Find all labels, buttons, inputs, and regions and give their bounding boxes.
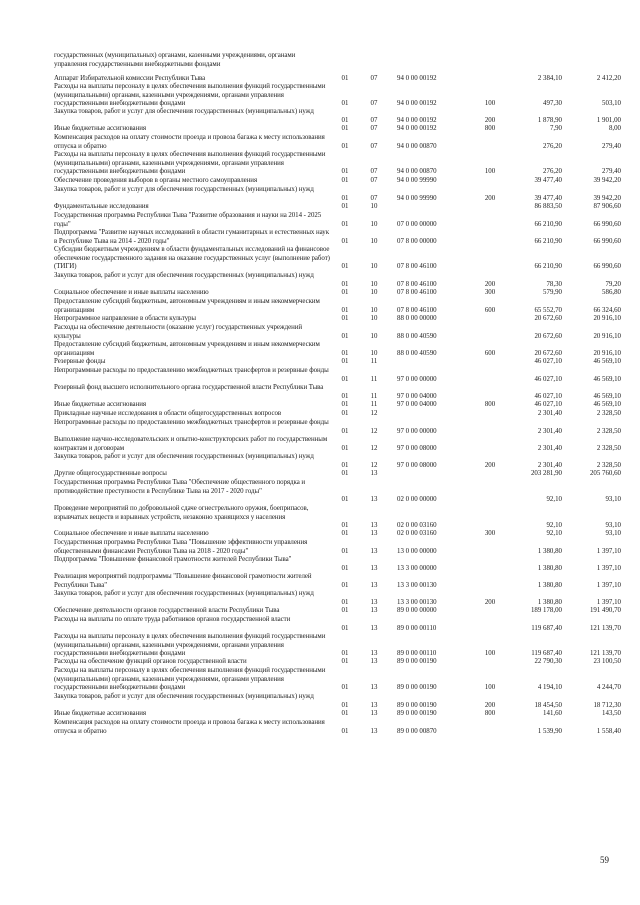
amount-year-1: 46 027,10 — [534, 375, 562, 383]
row-name: Другие общегосударственные вопросы — [54, 470, 167, 477]
section-code: 01 — [341, 194, 349, 202]
amount-year-1: 203 281,90 — [530, 470, 562, 477]
row-name: Расходы на обеспечение деятельности (оказание услуг) государственных учреждений культуры — [54, 324, 303, 340]
section-code: 01 — [341, 358, 349, 365]
amount-year-2: 1 397,10 — [596, 581, 621, 589]
amount-year-1: 46 027,10 — [534, 392, 562, 400]
amount-year-1: 1 380,80 — [537, 564, 562, 572]
target-article-code: 94 0 00 00192 — [397, 75, 437, 82]
amount-year-2: 1 397,10 — [596, 598, 621, 606]
amount-year-1: 1 380,80 — [537, 581, 562, 589]
row-name: Аппарат Избирательной комиссии Республики Тыва — [54, 75, 206, 82]
amount-year-2: 93,10 — [605, 522, 621, 530]
target-article-code: 97 0 00 00000 — [397, 375, 437, 383]
row-name: Субсидии бюджетным учреждениям в области фундаментальных исследований на финансовое обеспечение государственного задания на оказание государственных услуг (выполнение работ) (ТИГИ) — [54, 246, 330, 271]
amount-year-2: 503,10 — [602, 100, 621, 108]
row-name: Закупка товаров, работ и услуг для обеспечения государственных (муниципальных) нужд — [54, 186, 314, 193]
target-article-code: 89 0 00 00190 — [397, 684, 437, 692]
subsection-code: 13 — [370, 727, 378, 735]
amount-year-1: 579,90 — [543, 289, 562, 296]
amount-year-2: 1 397,10 — [596, 564, 621, 572]
amount-year-2: 121 139,70 — [589, 624, 621, 632]
target-article-code: 94 0 00 99990 — [397, 177, 437, 184]
section-code: 01 — [341, 496, 349, 504]
section-code: 01 — [341, 280, 349, 288]
amount-year-1: 66 210,90 — [534, 237, 562, 245]
target-article-code: 97 0 00 00000 — [397, 427, 437, 435]
row-name: Расходы на выплаты персоналу в целях обеспечения выполнения функций государственными (муниципальными) органами, казенными учреждениями, органами управления государственными внебюджетными фондами — [54, 633, 326, 658]
amount-year-2: 46 569,10 — [593, 392, 621, 400]
row-name: Закупка товаров, работ и услуг для обеспечения государственных (муниципальных) нужд — [54, 272, 314, 279]
target-article-code: 13 3 00 00130 — [397, 598, 437, 606]
amount-year-1: 2 301,40 — [537, 427, 562, 435]
target-article-code: 97 0 00 04000 — [397, 401, 437, 408]
row-name: Прикладные научные исследования в области общегосударственных вопросов — [54, 410, 282, 417]
section-code: 01 — [341, 461, 349, 469]
subsection-code: 13 — [370, 547, 378, 555]
section-code: 01 — [341, 607, 349, 614]
amount-year-1: 2 301,40 — [537, 410, 562, 417]
amount-year-2: 2 328,50 — [596, 410, 621, 417]
subsection-code: 10 — [370, 220, 378, 228]
subsection-code: 07 — [370, 194, 378, 202]
amount-year-1: 1 380,80 — [537, 547, 562, 555]
subsection-code: 07 — [370, 177, 378, 184]
subsection-code: 10 — [370, 289, 378, 296]
target-article-code: 94 0 00 00192 — [397, 125, 437, 132]
amount-year-2: 39 942,20 — [593, 194, 621, 202]
expense-type-code: 200 — [484, 194, 496, 202]
section-code: 01 — [341, 220, 349, 228]
section-code: 01 — [341, 650, 349, 658]
section-code: 01 — [341, 237, 349, 245]
section-code: 01 — [341, 332, 349, 340]
section-code: 01 — [341, 116, 349, 124]
subsection-code: 07 — [370, 125, 378, 132]
target-article-code: 94 0 00 99990 — [397, 194, 437, 202]
amount-year-1: 86 883,50 — [534, 203, 562, 210]
section-code: 01 — [341, 427, 349, 435]
amount-year-1: 276,20 — [543, 168, 562, 176]
section-code: 01 — [341, 375, 349, 383]
row-name: Подпрограмма "Повышение финансовой грамотности жителей Республики Тыва" — [54, 556, 292, 563]
amount-year-2: 2 328,50 — [596, 427, 621, 435]
amount-year-1: 66 210,90 — [534, 220, 562, 228]
subsection-code: 07 — [370, 168, 378, 176]
amount-year-2: 66 990,60 — [593, 237, 621, 245]
row-name: Иные бюджетные ассигнования — [54, 125, 146, 132]
amount-year-2: 79,20 — [605, 280, 621, 288]
row-name: Компенсация расходов на оплату стоимости проезда и провоза багажа к месту использования отпуска и обратно — [54, 719, 325, 735]
expense-type-code: 800 — [484, 125, 496, 132]
amount-year-1: 1 380,80 — [537, 598, 562, 606]
subsection-code: 13 — [370, 530, 378, 537]
target-article-code: 89 0 00 00870 — [397, 727, 437, 735]
target-article-code: 07 8 00 46100 — [397, 280, 437, 288]
subsection-code: 11 — [370, 358, 378, 365]
expense-type-code: 200 — [484, 598, 496, 606]
expense-type-code: 100 — [484, 684, 496, 692]
row-name: Социальное обеспечение и иные выплаты населению — [54, 530, 209, 537]
row-name: Компенсация расходов на оплату стоимости проезда и провоза багажа к месту использования отпуска и обратно — [54, 134, 325, 150]
section-code: 01 — [341, 624, 349, 632]
subsection-code: 13 — [370, 607, 378, 614]
target-article-code: 97 0 00 08000 — [397, 461, 437, 469]
subsection-code: 10 — [370, 332, 378, 340]
amount-year-1: 65 552,70 — [534, 306, 562, 314]
section-code: 01 — [341, 349, 349, 357]
row-name: Расходы на выплаты по оплате труда работников органов государственной власти — [54, 616, 291, 623]
section-code: 01 — [341, 142, 349, 150]
expense-type-code: 300 — [484, 530, 496, 537]
amount-year-2: 191 490,70 — [589, 607, 621, 614]
subsection-code: 10 — [370, 306, 378, 314]
section-code: 01 — [341, 203, 349, 210]
subsection-code: 10 — [370, 203, 378, 210]
row-name: Государственная программа Республики Тыва "Развитие образования и науки на 2014 - 2025 годы" — [54, 212, 322, 228]
target-article-code: 13 3 00 00130 — [397, 581, 437, 589]
row-name: Непрограммное направление в области культуры — [54, 315, 197, 322]
subsection-code: 13 — [370, 658, 378, 665]
section-code: 01 — [341, 710, 349, 717]
amount-year-1: 18 454,50 — [534, 701, 562, 709]
subsection-code: 13 — [370, 470, 378, 477]
section-code: 01 — [341, 530, 349, 537]
subsection-code: 13 — [370, 684, 378, 692]
amount-year-1: 4 194,10 — [537, 684, 562, 692]
section-code: 01 — [341, 658, 349, 665]
subsection-code: 10 — [370, 315, 378, 322]
expense-type-code: 200 — [484, 701, 496, 709]
expense-type-code: 100 — [484, 100, 496, 108]
section-code: 01 — [341, 263, 349, 271]
subsection-code: 13 — [370, 564, 378, 572]
amount-year-1: 22 790,30 — [534, 658, 562, 665]
subsection-code: 13 — [370, 522, 378, 530]
section-code: 01 — [341, 410, 349, 417]
target-article-code: 89 0 00 00190 — [397, 710, 437, 717]
amount-year-2: 20 916,10 — [593, 349, 621, 357]
row-name: Резервные фонды — [54, 358, 106, 365]
expense-type-code: 200 — [484, 116, 496, 124]
target-article-code: 88 0 00 40590 — [397, 349, 437, 357]
amount-year-1: 119 687,40 — [531, 624, 562, 632]
expense-type-code: 600 — [484, 349, 496, 357]
row-name: Резервный фонд высшего исполнительного органа государственной власти Республики Тыва — [54, 384, 324, 391]
amount-year-2: 205 760,60 — [589, 470, 621, 477]
amount-year-2: 46 569,10 — [593, 375, 621, 383]
row-name: Закупка товаров, работ и услуг для обеспечения государственных (муниципальных) нужд — [54, 453, 314, 460]
amount-year-2: 1 901,00 — [596, 116, 621, 124]
row-name: Непрограммные расходы по предоставлению межбюджетных трансфертов и резервные фонды — [54, 367, 329, 374]
subsection-code: 13 — [370, 701, 378, 709]
section-code: 01 — [341, 564, 349, 572]
row-name: Предоставление субсидий бюджетным, автономным учреждениям и иным некоммерческим организациям — [54, 341, 320, 357]
subsection-code: 07 — [370, 75, 378, 82]
subsection-code: 12 — [370, 444, 378, 452]
subsection-code: 07 — [370, 116, 378, 124]
section-code: 01 — [341, 581, 349, 589]
target-article-code: 07 8 00 46100 — [397, 306, 437, 314]
amount-year-1: 39 477,40 — [534, 177, 562, 184]
amount-year-2: 279,40 — [602, 168, 621, 176]
row-name: Закупка товаров, работ и услуг для обеспечения государственных (муниципальных) нужд — [54, 590, 314, 597]
row-name: Расходы на обеспечение функций органов государственной власти — [54, 658, 247, 665]
amount-year-2: 46 569,10 — [593, 358, 621, 365]
row-name: Предоставление субсидий бюджетным, автономным учреждениям и иным некоммерческим организациям — [54, 298, 320, 314]
amount-year-1: 276,20 — [543, 142, 562, 150]
section-code: 01 — [341, 401, 349, 408]
amount-year-2: 18 712,30 — [593, 701, 621, 709]
section-code: 01 — [341, 470, 349, 477]
amount-year-2: 20 916,10 — [593, 332, 621, 340]
subsection-code: 10 — [370, 263, 378, 271]
row-name: Обеспечение проведения выборов в органы местного самоуправления — [54, 177, 258, 184]
target-article-code: 94 0 00 00870 — [397, 142, 437, 150]
amount-year-1: 1 539,90 — [537, 727, 562, 735]
amount-year-2: 93,10 — [605, 496, 621, 504]
amount-year-2: 66 990,60 — [593, 220, 621, 228]
amount-year-1: 119 687,40 — [531, 650, 562, 658]
row-name: Фундаментальные исследования — [54, 203, 149, 210]
row-name: Социальное обеспечение и иные выплаты населению — [54, 289, 209, 296]
amount-year-1: 78,30 — [546, 280, 562, 288]
subsection-code: 11 — [370, 375, 378, 383]
target-article-code: 13 3 00 00000 — [397, 564, 437, 572]
target-article-code: 97 0 00 08000 — [397, 444, 437, 452]
amount-year-2: 66 990,60 — [593, 263, 621, 271]
amount-year-2: 143,50 — [602, 710, 621, 717]
row-name: Реализация мероприятий подпрограммы "Повышение финансовой грамотности жителей Республики Тыва" — [54, 573, 312, 589]
subsection-code: 12 — [370, 461, 378, 469]
amount-year-1: 92,10 — [546, 530, 562, 537]
amount-year-2: 2 328,50 — [596, 444, 621, 452]
expense-type-code: 200 — [484, 280, 496, 288]
amount-year-2: 23 100,50 — [593, 658, 621, 665]
amount-year-1: 92,10 — [546, 522, 562, 530]
subsection-code: 10 — [370, 280, 378, 288]
subsection-code: 13 — [370, 496, 378, 504]
section-code: 01 — [341, 177, 349, 184]
amount-year-2: 1 397,10 — [596, 547, 621, 555]
row-name: Иные бюджетные ассигнования — [54, 401, 146, 408]
section-code: 01 — [341, 100, 349, 108]
amount-year-1: 497,30 — [543, 100, 562, 108]
subsection-code: 13 — [370, 624, 378, 632]
row-name: Иные бюджетные ассигнования — [54, 710, 146, 717]
subsection-code: 10 — [370, 237, 378, 245]
amount-year-2: 1 558,40 — [596, 727, 621, 735]
amount-year-1: 66 210,90 — [534, 263, 562, 271]
amount-year-2: 586,80 — [602, 289, 621, 296]
amount-year-2: 121 139,70 — [589, 650, 621, 658]
subsection-code: 13 — [370, 598, 378, 606]
subsection-code: 11 — [370, 401, 378, 408]
target-article-code: 89 0 00 00110 — [397, 624, 437, 632]
target-article-code: 89 0 00 00000 — [397, 607, 437, 614]
target-article-code: 13 0 00 00000 — [397, 547, 437, 555]
amount-year-1: 46 027,10 — [534, 358, 562, 365]
row-name: Расходы на выплаты персоналу в целях обеспечения выполнения функций государственными (муниципальными) органами, казенными учреждениями, органами управления государственными внебюджетными фондами — [54, 83, 326, 108]
section-code: 01 — [341, 727, 349, 735]
target-article-code: 97 0 00 04000 — [397, 392, 437, 400]
section-code: 01 — [341, 168, 349, 176]
target-article-code: 02 0 00 03160 — [397, 522, 437, 530]
row-name: Подпрограмма "Развитие научных исследований в области гуманитарных и естественных наук в Республике Тыва на 2014 - 2020 годы" — [54, 229, 329, 245]
row-name: Непрограммные расходы по предоставлению межбюджетных трансфертов и резервные фонды — [54, 419, 329, 426]
subsection-code: 13 — [370, 650, 378, 658]
section-code: 01 — [341, 522, 349, 530]
target-article-code: 07 8 00 00000 — [397, 237, 437, 245]
subsection-code: 07 — [370, 100, 378, 108]
expense-type-code: 800 — [484, 401, 496, 408]
section-code: 01 — [341, 701, 349, 709]
row-name: Закупка товаров, работ и услуг для обеспечения государственных (муниципальных) нужд — [54, 108, 314, 115]
page-number: 59 — [600, 855, 609, 865]
amount-year-1: 2 301,40 — [537, 444, 562, 452]
subsection-code: 10 — [370, 349, 378, 357]
amount-year-2: 2 328,50 — [596, 461, 621, 469]
amount-year-2: 20 916,10 — [593, 315, 621, 322]
subsection-code: 11 — [370, 392, 378, 400]
row-name: Государственная программа Республики Тыва "Обеспечение общественного порядка и противодействие преступности в Республике Тыва на 2017 - 2020 годы" — [54, 479, 306, 495]
target-article-code: 88 0 00 00000 — [397, 315, 437, 322]
amount-year-1: 20 672,60 — [534, 315, 562, 322]
amount-year-1: 189 178,00 — [530, 607, 562, 614]
amount-year-1: 46 027,10 — [534, 401, 562, 408]
amount-year-1: 2 301,40 — [537, 461, 562, 469]
target-article-code: 07 8 00 46100 — [397, 289, 437, 296]
section-code: 01 — [341, 306, 349, 314]
subsection-code: 07 — [370, 142, 378, 150]
amount-year-1: 20 672,60 — [534, 349, 562, 357]
amount-year-2: 87 906,60 — [593, 203, 621, 210]
amount-year-2: 2 412,20 — [596, 75, 621, 82]
section-code: 01 — [341, 125, 349, 132]
target-article-code: 02 0 00 00000 — [397, 496, 437, 504]
row-name: Расходы на выплаты персоналу в целях обеспечения выполнения функций государственными (муниципальными) органами, казенными учреждениями, органами управления государственными внебюджетными фондами — [54, 667, 326, 692]
amount-year-1: 20 672,60 — [534, 332, 562, 340]
expense-type-code: 200 — [484, 461, 496, 469]
amount-year-1: 39 477,40 — [534, 194, 562, 202]
subsection-code: 12 — [370, 427, 378, 435]
amount-year-2: 93,10 — [605, 530, 621, 537]
target-article-code: 94 0 00 00870 — [397, 168, 437, 176]
section-code: 01 — [341, 315, 349, 322]
row-name: государственных (муниципальных) органами, казенными учреждениями, органами управления государственными внебюджетными фондами — [54, 52, 296, 68]
expense-type-code: 600 — [484, 306, 496, 314]
target-article-code: 07 8 00 46100 — [397, 263, 437, 271]
amount-year-1: 7,90 — [549, 125, 562, 132]
section-code: 01 — [341, 598, 349, 606]
amount-year-1: 2 384,10 — [537, 75, 562, 82]
subsection-code: 13 — [370, 710, 378, 717]
row-name: Расходы на выплаты персоналу в целях обеспечения выполнения функций государственными (муниципальными) органами, казенными учреждениями, органами управления государственными внебюджетными фондами — [54, 151, 326, 176]
amount-year-1: 1 878,90 — [537, 116, 562, 124]
amount-year-2: 39 942,20 — [593, 177, 621, 184]
amount-year-1: 92,10 — [546, 496, 562, 504]
amount-year-2: 4 244,70 — [596, 684, 621, 692]
amount-year-2: 66 324,60 — [593, 306, 621, 314]
expense-type-code: 100 — [484, 650, 496, 658]
target-article-code: 07 0 00 00000 — [397, 220, 437, 228]
row-name: Выполнение научно-исследовательских и опытно-конструкторских работ по государственным контрактам и договорам — [54, 436, 328, 452]
section-code: 01 — [341, 444, 349, 452]
amount-year-2: 279,40 — [602, 142, 621, 150]
expense-type-code: 800 — [484, 710, 496, 717]
row-name: Закупка товаров, работ и услуг для обеспечения государственных (муниципальных) нужд — [54, 693, 314, 700]
target-article-code: 89 0 00 00190 — [397, 701, 437, 709]
target-article-code: 02 0 00 03160 — [397, 530, 437, 537]
amount-year-2: 8,00 — [608, 125, 621, 132]
section-code: 01 — [341, 289, 349, 296]
subsection-code: 12 — [370, 410, 378, 417]
amount-year-1: 141,60 — [543, 710, 562, 717]
target-article-code: 88 0 00 40590 — [397, 332, 437, 340]
expense-type-code: 100 — [484, 168, 496, 176]
target-article-code: 94 0 00 00192 — [397, 116, 437, 124]
section-code: 01 — [341, 547, 349, 555]
expense-type-code: 300 — [484, 289, 496, 296]
row-name: Государственная программа Республики Тыва "Повышение эффективности управления общественными финансами Республики Тыва на 2018 - 2020 годы" — [54, 539, 308, 555]
section-code: 01 — [341, 684, 349, 692]
row-name: Обеспечение деятельности органов государственной власти Республики Тыва — [54, 607, 280, 614]
subsection-code: 13 — [370, 581, 378, 589]
target-article-code: 89 0 00 00190 — [397, 658, 437, 665]
section-code: 01 — [341, 75, 349, 82]
section-code: 01 — [341, 392, 349, 400]
amount-year-2: 46 569,10 — [593, 401, 621, 408]
target-article-code: 94 0 00 00192 — [397, 100, 437, 108]
target-article-code: 89 0 00 00110 — [397, 650, 437, 658]
row-name: Проведение мероприятий по добровольной сдаче огнестрельного оружия, боеприпасов, взрывчатых веществ и взрывных устройств, незаконно хранящихся у населения — [54, 505, 309, 521]
